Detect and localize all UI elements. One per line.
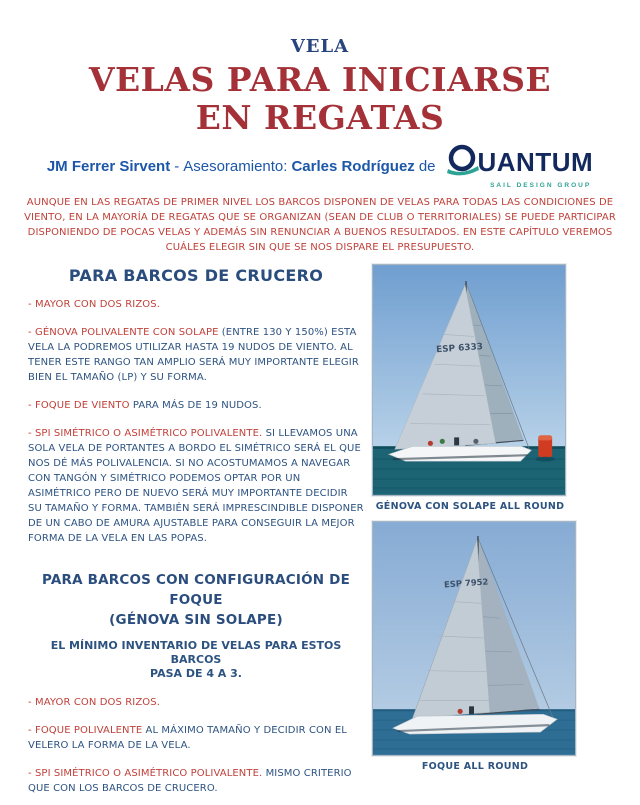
genoa-boat-photo bbox=[372, 264, 566, 496]
bullet-spi-2: - SPI SIMÉTRICO O ASIMÉTRICO POLIVALENTE. MISMO CRITERIO QUE CON LOS BARCOS DE CRUCERO. bbox=[28, 768, 352, 794]
bullet-foque-polivalente: - FOQUE POLIVALENTE AL MÁXIMO TAMAÑO Y DECIDIR CON EL VELERO LA FORMA DE LA VELA. bbox=[28, 725, 347, 751]
bullet-mayor: - MAYOR CON DOS RIZOS. bbox=[28, 299, 160, 310]
foque-bullet-list bbox=[28, 695, 364, 796]
bullet-genova: - GÉNOVA POLIVALENTE CON SOLAPE (ENTRE 130 Y 150%) ESTA VELA LA PODREMOS UTILIZAR HASTA 19 NUDOS DE VIENTO. AL TENER ESTE RANGO TAN AMPLIO SERÁ MUY IMPORTANTE ELEGIR BIEN EL TAMAÑO (LP) Y SU FORMA. bbox=[28, 327, 359, 383]
heading-crucero: PARA BARCOS DE CRUCERO bbox=[68, 266, 324, 285]
byline-label: Asesoramiento: bbox=[183, 157, 288, 175]
quantum-tagline: SAIL DESIGN GROUP bbox=[490, 182, 592, 189]
genoa-photo-caption: GÉNOVA CON SOLAPE ALL ROUND bbox=[375, 501, 565, 512]
text-column bbox=[28, 264, 364, 805]
jib-photo-caption: FOQUE ALL ROUND bbox=[421, 761, 529, 772]
quantum-q-icon bbox=[444, 143, 480, 181]
page-title-line1: VELAS PARA INICIARSE bbox=[88, 60, 552, 99]
sail-number-2: ESP 7952 bbox=[443, 576, 489, 590]
byline-separator: - bbox=[174, 157, 180, 175]
bullet-mayor-2: - MAYOR CON DOS RIZOS. bbox=[28, 697, 160, 708]
quantum-wordmark: UANTUM bbox=[477, 147, 594, 177]
page-title bbox=[0, 61, 640, 137]
quantum-logo-main bbox=[444, 143, 594, 181]
crucero-bullet-list bbox=[28, 297, 364, 546]
jib-boat-figure bbox=[372, 521, 578, 772]
bullet-spi: - SPI SIMÉTRICO O ASIMÉTRICO POLIVALENTE. SI LLEVAMOS UNA SOLA VELA DE PORTANTES A BORDO EL SIMÉTRICO SERÁ EL QUE NOS DÉ MÁS POLIVALENCIA. SI NO ACOSTUMAMOS A NAVEGAR CON TANGÓN Y SIMÉTRICO PODEMOS OPTAR POR UN ASIMÉTRICO PERO DE NUEVO SERÁ MUY IMPORTANTE DECIDIR SU TAMAÑO Y FORMA. TAMBIÉN SERÁ IMPRESCINDIBLE DISPONER DE UN CABO DE AMURA AJUSTABLE PARA CONSEGUIR LA MEJOR FORMA DE LA VELA EN LAS POPAS. bbox=[28, 428, 364, 544]
section-kicker: VELA bbox=[290, 36, 350, 57]
sail-number-1: ESP 6333 bbox=[435, 342, 484, 356]
byline-author: JM Ferrer Sirvent bbox=[46, 157, 171, 175]
intro-paragraph: AUNQUE EN LAS REGATAS DE PRIMER NIVEL LOS BARCOS DISPONEN DE VELAS PARA TODAS LAS CONDICIONES DE VIENTO, EN LA MAYORÍA DE REGATAS QUE SE ORGANIZAN (SEAN DE CLUB O TERRITORIALES) SE PUEDE PARTICIPAR DISPONIENDO DE POCAS VELAS Y ADEMÁS SIN RENUNCIAR A BUENOS RESULTADOS. EN ESTE CAPÍTULO VEREMOS CUÁLES ELEGIR SIN QUE SE NOS DISPARE EL PRESUPUESTO. bbox=[24, 197, 616, 253]
page-header bbox=[0, 0, 640, 187]
photo-column bbox=[372, 264, 582, 805]
byline-advisor: Carles Rodríguez bbox=[291, 157, 415, 175]
byline bbox=[0, 145, 640, 187]
quantum-logo bbox=[444, 143, 594, 189]
genoa-boat-figure bbox=[372, 264, 568, 512]
content-columns bbox=[0, 264, 640, 805]
page-title-line2: EN REGATAS bbox=[195, 98, 445, 137]
inventory-note: EL MÍNIMO INVENTARIO DE VELAS PARA ESTOS BARCOS PASA DE 4 A 3. bbox=[50, 639, 342, 680]
jib-boat-photo bbox=[372, 521, 576, 756]
heading-foque: PARA BARCOS CON CONFIGURACIÓN DE FOQUE (GÉNOVA SIN SOLAPE) bbox=[41, 572, 350, 628]
byline-connector: de bbox=[418, 157, 436, 175]
bullet-foque-viento: - FOQUE DE VIENTO PARA MÁS DE 19 NUDOS. bbox=[28, 400, 262, 411]
